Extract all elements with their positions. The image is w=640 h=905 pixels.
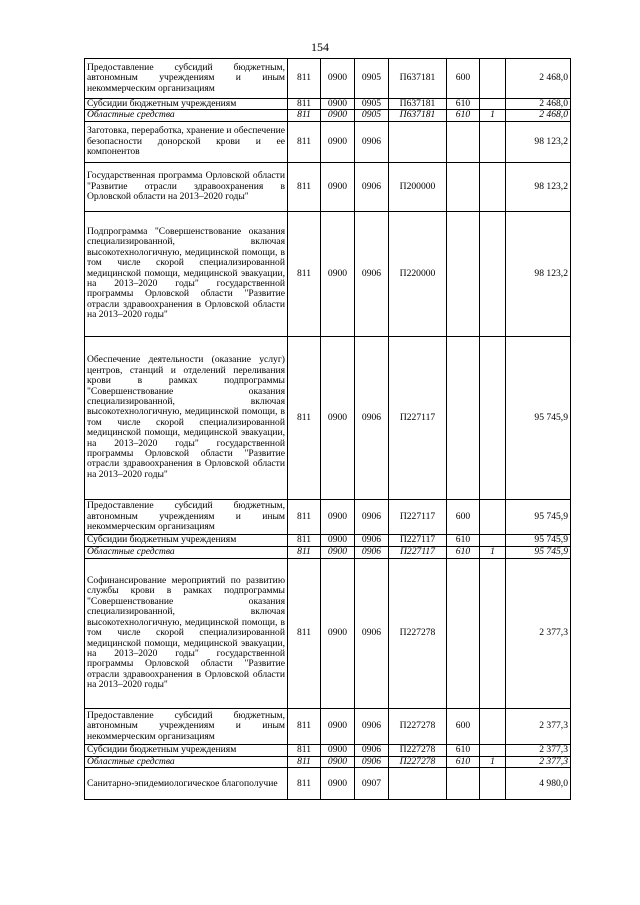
- row-name: Областные средства: [85, 756, 288, 767]
- row-subsection-code: 0905: [355, 59, 389, 99]
- row-subsection-code: 0906: [355, 162, 389, 211]
- row-section-code: 0900: [321, 59, 355, 99]
- row-grbs-code: 811: [288, 99, 321, 110]
- row-grbs-code: 811: [288, 756, 321, 767]
- row-funding-source: [480, 558, 506, 708]
- row-expense-type: 600: [447, 59, 480, 99]
- table-row: [85, 756, 571, 767]
- row-section-code: 0900: [321, 756, 355, 767]
- row-amount: 2 377,3: [506, 708, 571, 744]
- row-funding-source: [480, 499, 506, 534]
- row-section-code: 0900: [321, 211, 355, 336]
- row-expense-type: [447, 211, 480, 336]
- row-grbs-code: 811: [288, 59, 321, 99]
- row-funding-source: [480, 162, 506, 211]
- row-name: Подпрограмма "Совершенствование оказания специализированной, включая высокотехнологичную, медицинской помощи, в том числе скорой специализированной медицинской помощи, медицинской эвакуации, на 2013–2020 годы" государственной программы Орловской области "Развитие отрасли здравоохранения в Орловской области на 2013–2020 годы": [85, 211, 288, 336]
- row-name: Субсидии бюджетным учреждениям: [85, 534, 288, 546]
- table-row: [85, 110, 571, 121]
- row-amount: 95 745,9: [506, 499, 571, 534]
- row-target-article: П227117: [389, 534, 447, 546]
- row-funding-source: 1: [480, 110, 506, 121]
- row-amount: 2 468,0: [506, 110, 571, 121]
- row-subsection-code: 0906: [355, 121, 389, 162]
- row-section-code: 0900: [321, 534, 355, 546]
- row-name: Заготовка, переработка, хранение и обеспечение безопасности донорской крови и ее компонентов: [85, 121, 288, 162]
- row-expense-type: [447, 558, 480, 708]
- row-section-code: 0900: [321, 499, 355, 534]
- row-target-article: П227278: [389, 558, 447, 708]
- row-amount: 98 123,2: [506, 121, 571, 162]
- row-funding-source: [480, 99, 506, 110]
- row-section-code: 0900: [321, 121, 355, 162]
- row-amount: 2 377,3: [506, 756, 571, 767]
- row-subsection-code: 0906: [355, 708, 389, 744]
- table-row: [85, 121, 571, 162]
- row-funding-source: [480, 336, 506, 499]
- row-subsection-code: 0907: [355, 768, 389, 800]
- row-subsection-code: 0906: [355, 211, 389, 336]
- row-target-article: П220000: [389, 211, 447, 336]
- row-amount: 95 745,9: [506, 546, 571, 558]
- table-row: [85, 211, 571, 336]
- row-subsection-code: 0906: [355, 558, 389, 708]
- table-row: [85, 336, 571, 499]
- table-row: [85, 546, 571, 558]
- row-grbs-code: 811: [288, 708, 321, 744]
- row-name: Санитарно-эпидемиологическое благополучие: [85, 768, 288, 800]
- row-amount: 2 377,3: [506, 744, 571, 756]
- row-grbs-code: 811: [288, 558, 321, 708]
- row-target-article: П227117: [389, 499, 447, 534]
- table-row: [85, 534, 571, 546]
- table-row: [85, 59, 571, 99]
- row-section-code: 0900: [321, 110, 355, 121]
- row-grbs-code: 811: [288, 162, 321, 211]
- row-name: Предоставление субсидий бюджетным, автономным учреждениям и иным некоммерческим организациям: [85, 708, 288, 744]
- row-funding-source: [480, 708, 506, 744]
- row-grbs-code: 811: [288, 546, 321, 558]
- row-section-code: 0900: [321, 708, 355, 744]
- table-row: [85, 768, 571, 800]
- row-target-article: П637181: [389, 99, 447, 110]
- row-expense-type: 610: [447, 99, 480, 110]
- row-expense-type: 610: [447, 744, 480, 756]
- row-target-article: П227278: [389, 708, 447, 744]
- row-grbs-code: 811: [288, 336, 321, 499]
- row-funding-source: [480, 768, 506, 800]
- row-amount: 2 377,3: [506, 558, 571, 708]
- row-grbs-code: 811: [288, 744, 321, 756]
- row-subsection-code: 0906: [355, 534, 389, 546]
- row-amount: 98 123,2: [506, 162, 571, 211]
- row-grbs-code: 811: [288, 768, 321, 800]
- table-row: [85, 708, 571, 744]
- row-expense-type: [447, 162, 480, 211]
- row-name: Обеспечение деятельности (оказание услуг) центров, станций и отделений переливания крови в рамках подпрограммы "Совершенствование оказания специализированной, включая высокотехнологичную, медицинской помощи, в том числе скорой специализированной медицинской помощи, медицинской эвакуации, на 2013–2020 годы" государственной программы Орловской области "Развитие отрасли здравоохранения в Орловской области на 2013–2020 годы": [85, 336, 288, 499]
- row-amount: 98 123,2: [506, 211, 571, 336]
- row-subsection-code: 0906: [355, 499, 389, 534]
- row-expense-type: 610: [447, 534, 480, 546]
- row-amount: 95 745,9: [506, 336, 571, 499]
- row-target-article: П227278: [389, 744, 447, 756]
- row-name: Предоставление субсидий бюджетным, автономным учреждениям и иным некоммерческим организациям: [85, 59, 288, 99]
- row-section-code: 0900: [321, 768, 355, 800]
- row-subsection-code: 0905: [355, 110, 389, 121]
- row-funding-source: 1: [480, 756, 506, 767]
- row-funding-source: [480, 121, 506, 162]
- row-name: Субсидии бюджетным учреждениям: [85, 744, 288, 756]
- row-name: Субсидии бюджетным учреждениям: [85, 99, 288, 110]
- row-grbs-code: 811: [288, 110, 321, 121]
- row-section-code: 0900: [321, 744, 355, 756]
- row-target-article: [389, 121, 447, 162]
- row-expense-type: 600: [447, 708, 480, 744]
- row-expense-type: [447, 336, 480, 499]
- row-amount: 4 980,0: [506, 768, 571, 800]
- row-target-article: П637181: [389, 110, 447, 121]
- row-subsection-code: 0905: [355, 99, 389, 110]
- row-expense-type: 600: [447, 499, 480, 534]
- row-expense-type: 610: [447, 756, 480, 767]
- table-row: [85, 162, 571, 211]
- row-section-code: 0900: [321, 558, 355, 708]
- row-section-code: 0900: [321, 99, 355, 110]
- row-amount: 2 468,0: [506, 59, 571, 99]
- row-grbs-code: 811: [288, 499, 321, 534]
- row-expense-type: 610: [447, 110, 480, 121]
- row-target-article: П227117: [389, 546, 447, 558]
- row-funding-source: [480, 211, 506, 336]
- row-target-article: [389, 768, 447, 800]
- row-grbs-code: 811: [288, 121, 321, 162]
- row-section-code: 0900: [321, 162, 355, 211]
- row-target-article: П200000: [389, 162, 447, 211]
- row-subsection-code: 0906: [355, 744, 389, 756]
- table-row: [85, 558, 571, 708]
- row-funding-source: [480, 534, 506, 546]
- row-expense-type: [447, 768, 480, 800]
- row-expense-type: 610: [447, 546, 480, 558]
- row-amount: 95 745,9: [506, 534, 571, 546]
- row-name: Областные средства: [85, 110, 288, 121]
- budget-table: [84, 58, 571, 800]
- row-name: Софинансирование мероприятий по развитию службы крови в рамках подпрограммы "Совершенствование оказания специализированной, включая высокотехнологичную, медицинской помощи, в том числе скорой специализированной медицинской помощи, медицинской эвакуации, на 2013–2020 годы" государственной программы Орловской области "Развитие отрасли здравоохранения в Орловской области на 2013–2020 годы": [85, 558, 288, 708]
- row-funding-source: 1: [480, 546, 506, 558]
- row-name: Предоставление субсидий бюджетным, автономным учреждениям и иным некоммерческим организациям: [85, 499, 288, 534]
- row-target-article: П227117: [389, 336, 447, 499]
- row-target-article: П637181: [389, 59, 447, 99]
- table-row: [85, 99, 571, 110]
- row-funding-source: [480, 59, 506, 99]
- row-name: Государственная программа Орловской области "Развитие отрасли здравоохранения в Орловской области на 2013–2020 годы": [85, 162, 288, 211]
- row-section-code: 0900: [321, 546, 355, 558]
- row-amount: 2 468,0: [506, 99, 571, 110]
- table-row: [85, 744, 571, 756]
- row-expense-type: [447, 121, 480, 162]
- row-target-article: П227278: [389, 756, 447, 767]
- row-funding-source: [480, 744, 506, 756]
- row-grbs-code: 811: [288, 534, 321, 546]
- row-name: Областные средства: [85, 546, 288, 558]
- row-subsection-code: 0906: [355, 756, 389, 767]
- table-row: [85, 499, 571, 534]
- row-section-code: 0900: [321, 336, 355, 499]
- budget-table-body: [85, 59, 571, 800]
- row-subsection-code: 0906: [355, 546, 389, 558]
- row-grbs-code: 811: [288, 211, 321, 336]
- page-number: 154: [311, 40, 329, 54]
- row-subsection-code: 0906: [355, 336, 389, 499]
